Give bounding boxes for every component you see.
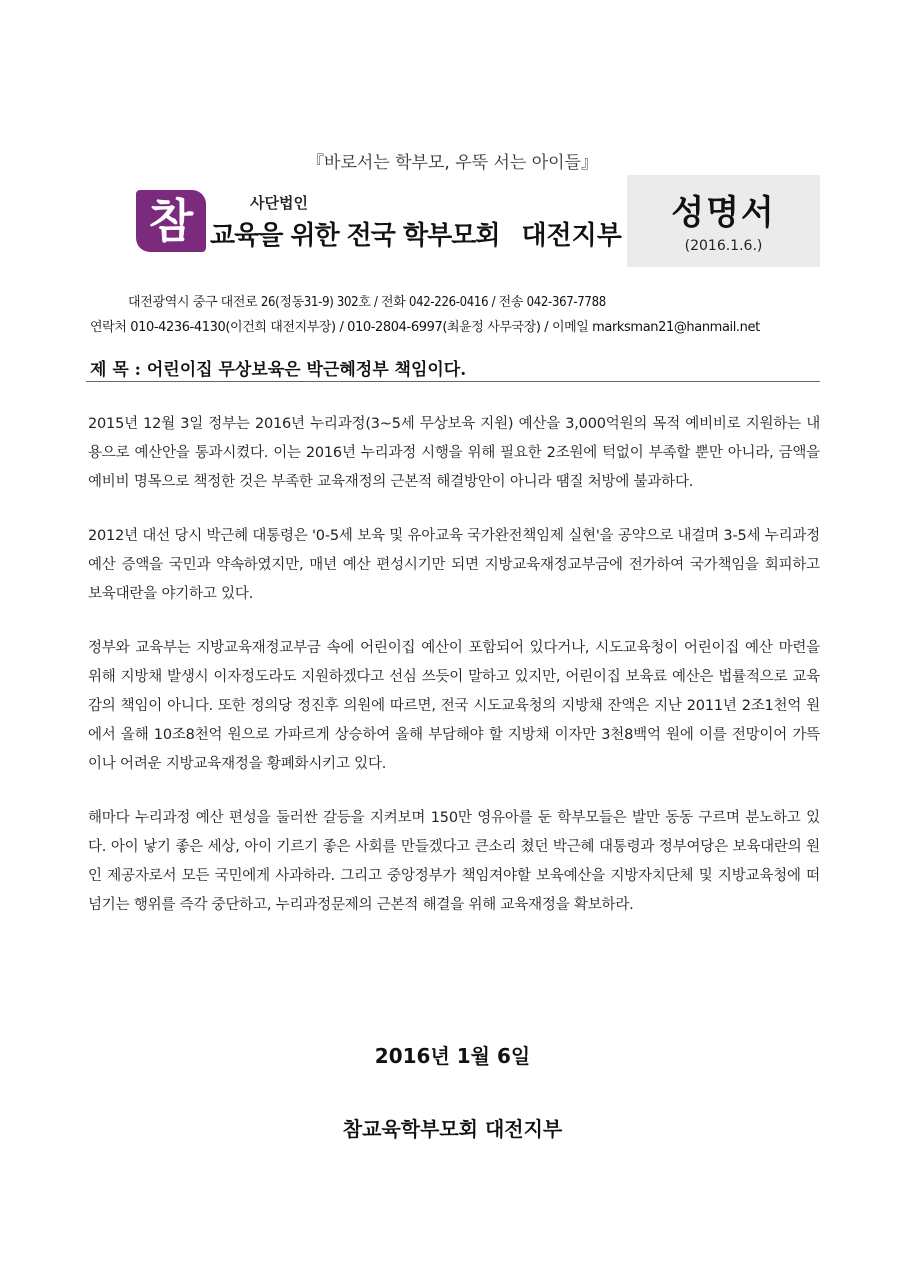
organization-logo bbox=[136, 186, 622, 252]
address-line: 대전광역시 중구 대전로 26(정동31-9) 302호 / 전화 042-226-0416 / 전송 042-367-7788 bbox=[128, 295, 606, 310]
paragraph: 해마다 누리과정 예산 편성을 둘러싼 갈등을 지켜보며 150만 영유아를 둔 학부모들은 발만 동동 구르며 분노하고 있다. 아이 낳기 좋은 세상, 아이 기르기 좋은 사회를 만들겠다고 큰소리 쳤던 박근혜 대통령과 정부여당은 보육대란의 원인 제공자로서 모든 국민에게 사과하라. 그리고 중앙정부가 책임져야할 보육예산을 지방자치단체 및 지방교육청에 떠넘기는 행위를 즉각 중단하고, 누리과정문제의 근본적 해결을 위해 교육재정을 확보하라. bbox=[88, 810, 820, 913]
logo-subtitle: 사단법인 bbox=[250, 194, 308, 212]
statement-body bbox=[88, 410, 820, 945]
statement-box bbox=[627, 175, 820, 267]
logo-name: 교육을 위한 전국 학부모회 bbox=[210, 221, 500, 251]
logo-text bbox=[210, 192, 499, 252]
logo-branch: 대전지부 bbox=[521, 221, 622, 251]
signing-organization: 참교육학부모회 대전지부 bbox=[342, 1117, 563, 1141]
issue-date: 2016년 1월 6일 bbox=[374, 1044, 531, 1068]
statement-title: 성명서 bbox=[671, 193, 776, 233]
slogan: 『바로서는 학부모, 우뚝 서는 아이들』 bbox=[307, 153, 598, 173]
subject-heading: 제 목 : 어린이집 무상보육은 박근혜정부 책임이다. bbox=[90, 360, 467, 380]
logo-mark: 참 bbox=[136, 190, 206, 252]
contact-line: 연락처 010-4236-4130(이건희 대전지부장) / 010-2804-6997(최윤정 사무국장) / 이메일 marksman21@hanmail.net bbox=[90, 320, 760, 335]
statement-date: (2016.1.6.) bbox=[684, 238, 763, 254]
paragraph: 2012년 대선 당시 박근혜 대통령은 '0-5세 보육 및 유아교육 국가완전책임제 실현'을 공약으로 내걸며 3-5세 누리과정 예산 증액을 국민과 약속하였지만, 매년 예산 편성시기만 되면 지방교육재정교부금에 전가하여 국가책임을 회피하고 보육대란을 야기하고 있다. bbox=[88, 528, 820, 602]
subject-divider bbox=[86, 381, 820, 382]
paragraph: 2015년 12월 3일 정부는 2016년 누리과정(3~5세 무상보육 지원) 예산을 3,000억원의 목적 예비비로 지원하는 내용으로 예산안을 통과시켰다. 이는 2016년 누리과정 시행을 위해 필요한 2조원에 턱없이 부족할 뿐만 아니라, 금액을 예비비 명목으로 책정한 것은 부족한 교육재정의 근본적 해결방안이 아니라 땜질 처방에 불과하다. bbox=[88, 416, 820, 490]
paragraph: 정부와 교육부는 지방교육재정교부금 속에 어린이집 예산이 포함되어 있다거나, 시도교육청이 어린이집 예산 마련을 위해 지방채 발생시 이자정도라도 지원하겠다고 선심 쓰듯이 말하고 있지만, 어린이집 보육료 예산은 법률적으로 교육감의 책임이 아니다. 또한 정의당 정진후 의원에 따르면, 전국 시도교육청의 지방채 잔액은 지난 2011년 2조1천억 원에서 올해 10조8천억 원으로 가파르게 상승하여 올해 부담해야 할 지방채 이자만 3천8백억 원에 이를 전망이어 가뜩이나 어려운 지방교육재정을 황폐화시키고 있다. bbox=[88, 640, 820, 772]
